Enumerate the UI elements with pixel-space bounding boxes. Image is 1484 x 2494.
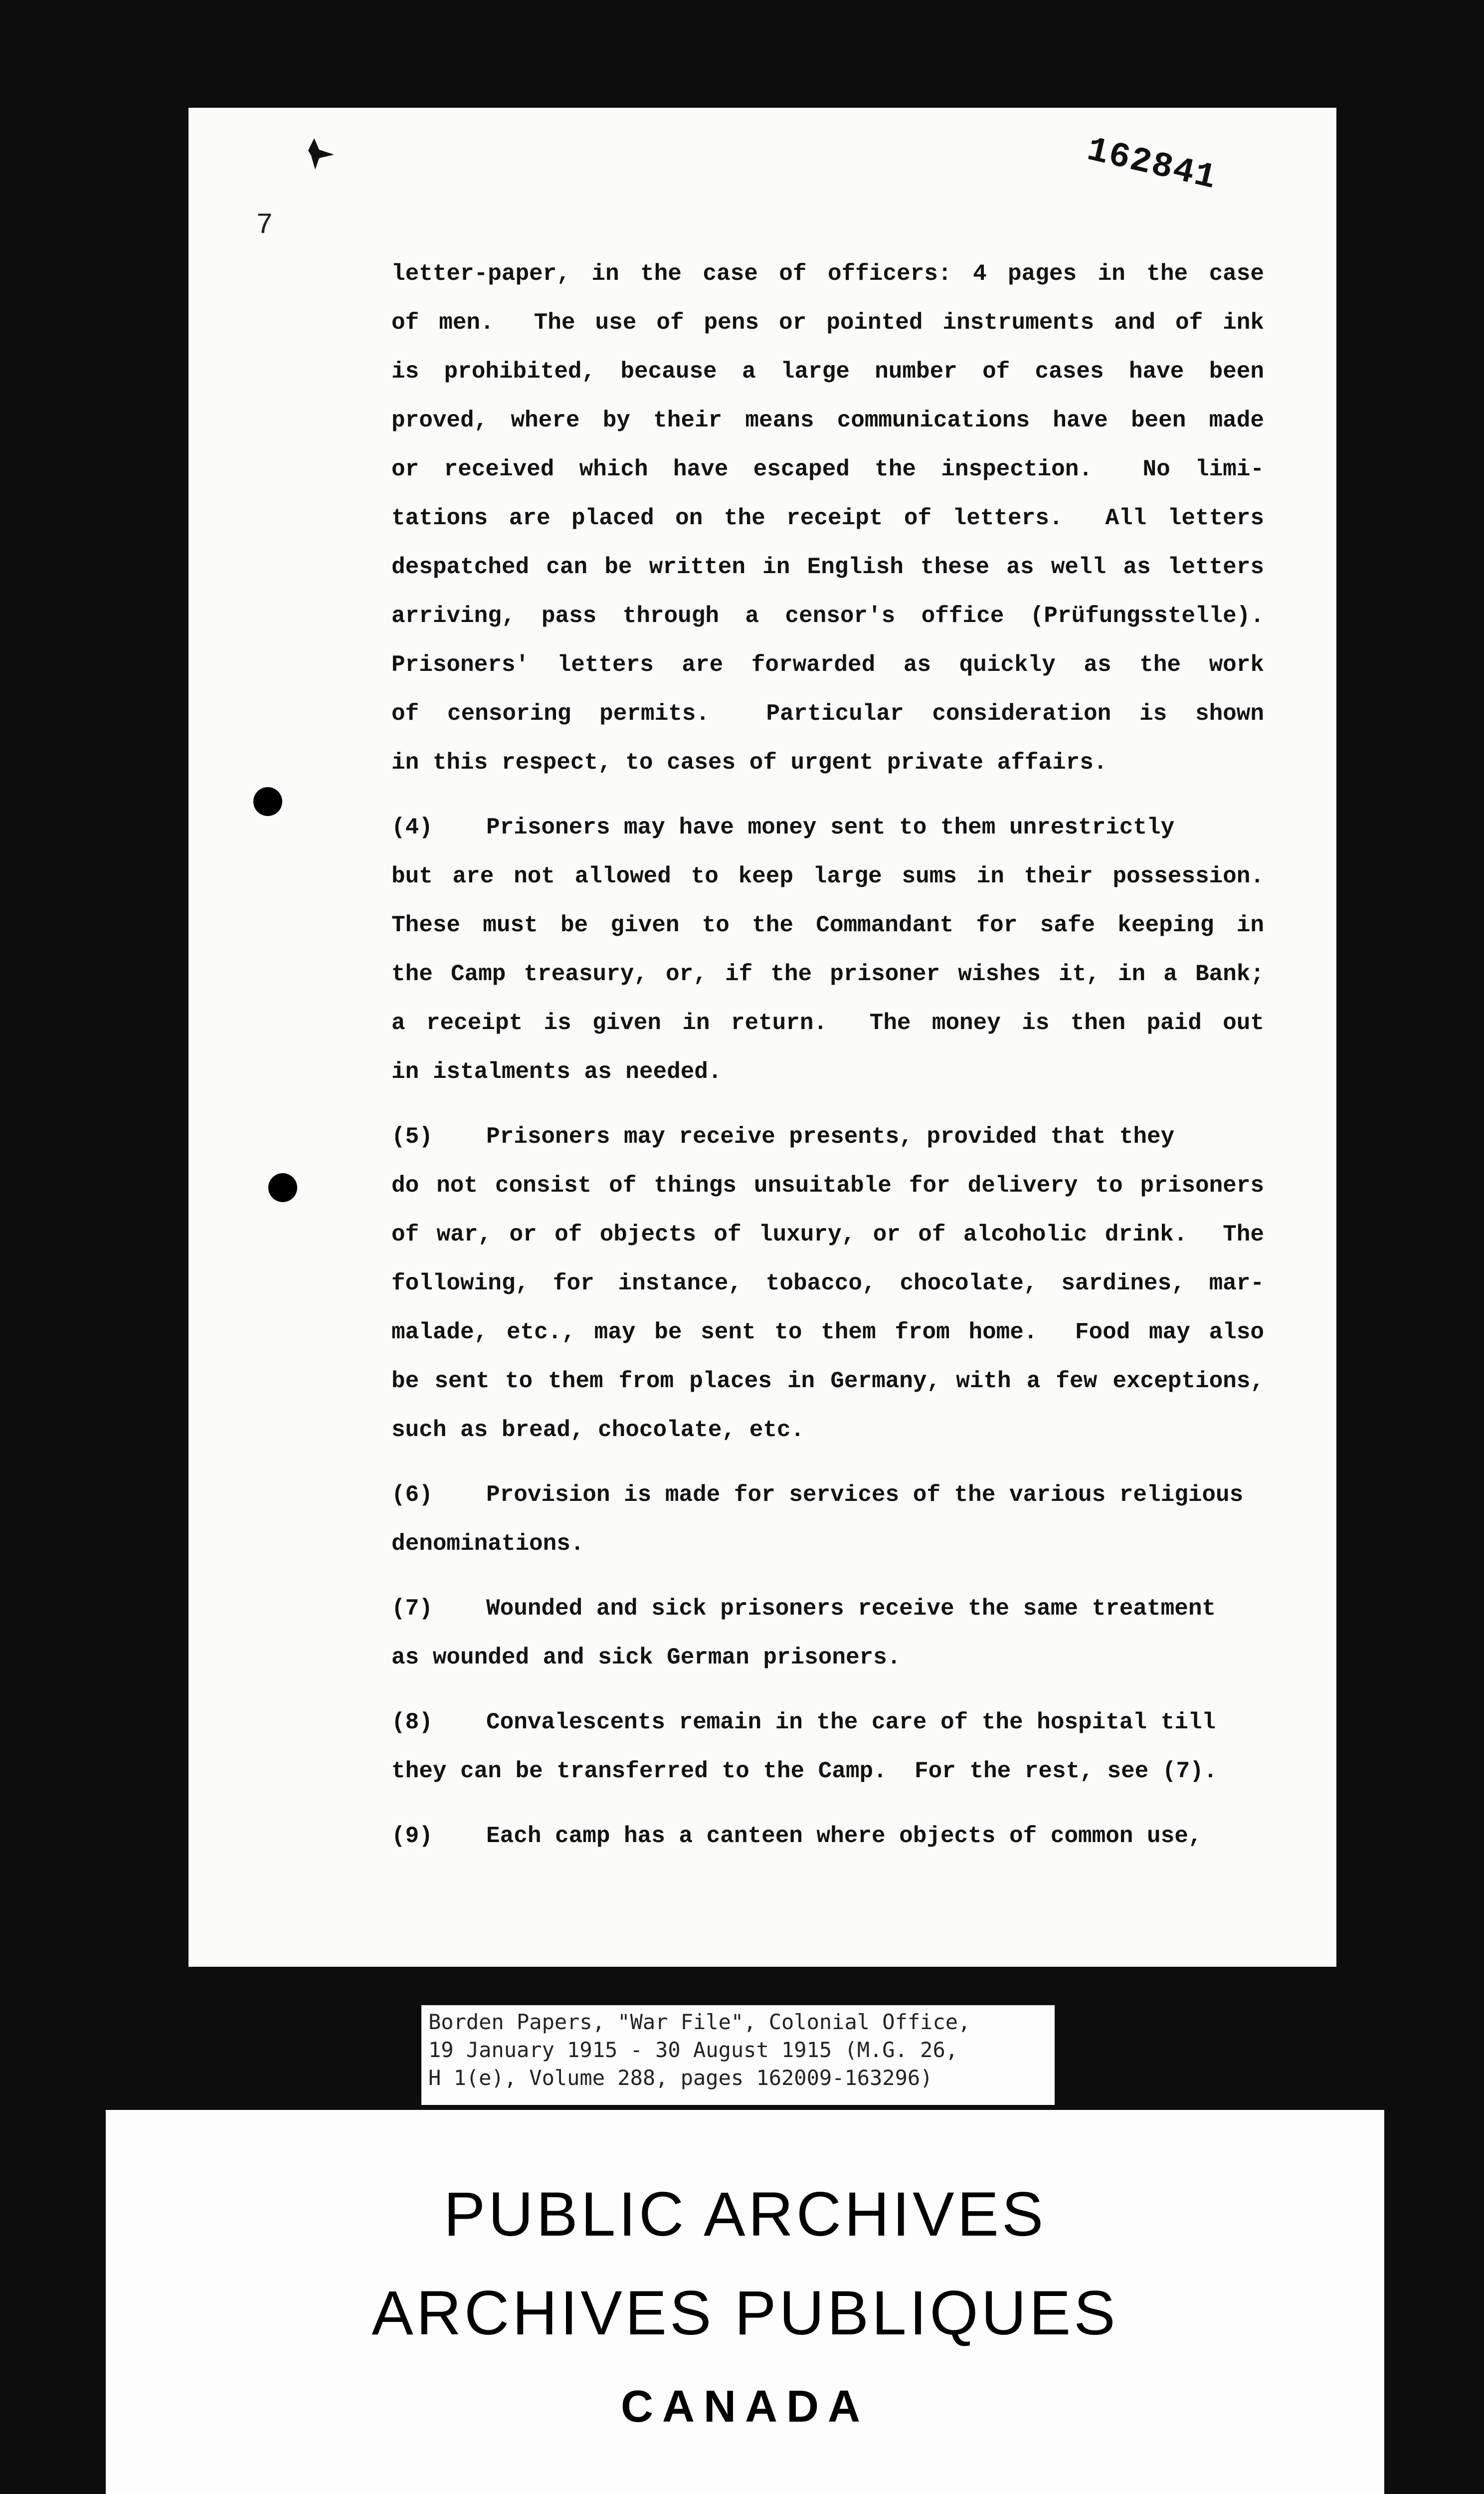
text-line: in this respect, to cases of urgent private affairs. (391, 750, 1108, 776)
text-line: Prisoners' letters are forwarded as quickly as the work (391, 652, 1264, 678)
archives-title-fr: ARCHIVES PUBLIQUES (371, 2279, 1118, 2348)
page-number: 7 (256, 209, 273, 242)
paragraph-number: (4) (391, 815, 433, 840)
text-line: they can be transferred to the Camp. For the rest, see (7). (391, 1758, 1218, 1784)
paragraph-5-first-line (391, 1112, 1264, 1161)
citation-line: Borden Papers, "War File", Colonial Office, (428, 2010, 971, 2034)
citation-line: H 1(e), Volume 288, pages 162009-163296) (428, 2066, 933, 2090)
paragraph-number: (7) (391, 1596, 433, 1622)
text-line: the Camp treasury, or, if the prisoner wishes it, in a Bank; (391, 961, 1264, 987)
punch-hole-icon (268, 1173, 297, 1202)
text-line: in istalments as needed. (391, 1059, 722, 1085)
paragraph-number: (8) (391, 1709, 433, 1735)
paragraph-text: Prisoners may have money sent to them unrestrictly (486, 815, 1175, 840)
text-line: malade, etc., may be sent to them from home. Food may also (391, 1319, 1264, 1345)
paragraph-text: Provision is made for services of the various religious (486, 1482, 1244, 1508)
document-stamp-number: 162841 (1083, 131, 1221, 199)
text-line: of censoring permits. Particular consideration is shown (391, 701, 1264, 727)
text-line: proved, where by their means communications have been made (391, 408, 1264, 433)
archives-country: CANADA (621, 2382, 869, 2432)
text-line: letter-paper, in the case of officers: 4 pages in the case (391, 261, 1264, 287)
citation-line: 19 January 1915 - 30 August 1915 (M.G. 26, (428, 2038, 958, 2062)
text-line: such as bread, chocolate, etc. (391, 1417, 805, 1443)
text-line: do not consist of things unsuitable for delivery to prisoners (391, 1173, 1264, 1199)
text-line: of men. The use of pens or pointed instruments and of ink (391, 310, 1264, 336)
text-line: be sent to them from places in Germany, with a few exceptions, (391, 1368, 1264, 1394)
archives-banner (106, 2110, 1384, 2494)
text-line: denominations. (391, 1531, 584, 1557)
paragraph-text: Wounded and sick prisoners receive the same treatment (486, 1596, 1216, 1622)
paragraph-8-first-line (391, 1698, 1264, 1747)
text-line: following, for instance, tobacco, chocolate, sardines, mar- (391, 1270, 1264, 1296)
text-line: is prohibited, because a large number of cases have been (391, 359, 1264, 385)
punch-hole-icon (253, 787, 282, 816)
paragraph-number: (6) (391, 1482, 433, 1508)
text-line: as wounded and sick German prisoners. (391, 1645, 901, 1670)
text-line: but are not allowed to keep large sums in their possession. (391, 863, 1264, 889)
paragraph-6-first-line (391, 1470, 1264, 1519)
text-line: These must be given to the Commandant for safe keeping in (391, 912, 1264, 938)
paragraph-text: Convalescents remain in the care of the hospital till (486, 1709, 1216, 1735)
text-line: arriving, pass through a censor's office (Prüfungsstelle). (391, 603, 1264, 629)
paragraph-7-first-line (391, 1584, 1264, 1633)
archives-title-en: PUBLIC ARCHIVES (443, 2180, 1047, 2249)
paragraph-text: Each camp has a canteen where objects of common use, (486, 1823, 1202, 1849)
paragraph-text: Prisoners may receive presents, provided that they (486, 1124, 1175, 1150)
document-body (391, 249, 1264, 1861)
source-citation-label (421, 2005, 1055, 2105)
paragraph-number: (5) (391, 1124, 433, 1150)
text-line: of war, or of objects of luxury, or of alcoholic drink. The (391, 1222, 1264, 1247)
paragraph-4-first-line (391, 803, 1264, 852)
text-line: despatched can be written in English these as well as letters (391, 554, 1264, 580)
paragraph-number: (9) (391, 1823, 433, 1849)
pin-mark-icon (304, 136, 339, 171)
paragraph-9-first-line (391, 1812, 1264, 1861)
text-line: a receipt is given in return. The money is then paid out (391, 1010, 1264, 1036)
text-line: or received which have escaped the inspection. No limi- (391, 456, 1264, 482)
text-line: tations are placed on the receipt of letters. All letters (391, 505, 1264, 531)
